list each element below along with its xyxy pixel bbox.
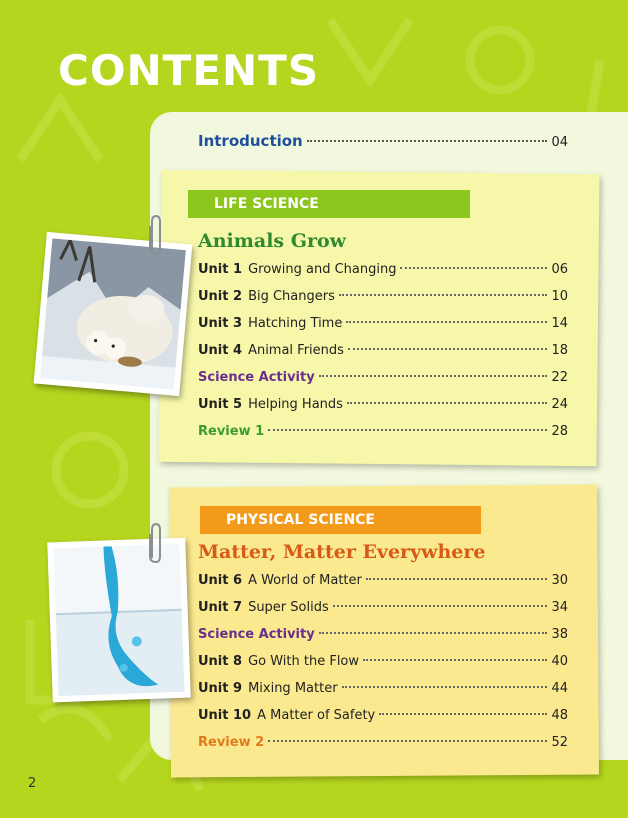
unit-number: Unit 3 — [198, 316, 243, 331]
toc-entry[interactable] — [198, 735, 568, 762]
entry-page: 24 — [551, 397, 568, 412]
toc-entry[interactable] — [198, 370, 568, 397]
entry-page: 06 — [551, 262, 568, 277]
unit-number: Unit 2 — [198, 289, 243, 304]
physical-science-list — [198, 573, 568, 762]
dot-leader — [400, 267, 547, 269]
toc-entry[interactable] — [198, 654, 568, 681]
toc-entry[interactable] — [198, 573, 568, 600]
page-title: CONTENTS — [58, 46, 320, 95]
dot-leader — [363, 659, 547, 661]
entry-page: 30 — [551, 573, 568, 588]
entry-title: Growing and Changing — [248, 262, 397, 277]
toc-entry[interactable] — [198, 262, 568, 289]
unit-number: Unit 8 — [198, 654, 243, 669]
entry-page: 52 — [551, 735, 568, 750]
dot-leader — [346, 321, 547, 323]
toc-entry[interactable] — [198, 681, 568, 708]
entry-title: Animal Friends — [248, 343, 344, 358]
physical-science-bar: PHYSICAL SCIENCE — [200, 506, 481, 534]
entry-title: Go With the Flow — [248, 654, 360, 669]
dot-leader — [366, 578, 548, 580]
toc-entry[interactable] — [198, 316, 568, 343]
dot-leader — [268, 740, 547, 742]
intro-entry[interactable] — [198, 132, 568, 150]
page-number: 2 — [28, 776, 37, 791]
dot-leader — [342, 686, 548, 688]
toc-entry[interactable] — [198, 289, 568, 316]
entry-title: Review 1 — [198, 424, 265, 439]
unit-number: Unit 10 — [198, 708, 252, 723]
toc-entry[interactable] — [198, 343, 568, 370]
entry-title: A World of Matter — [248, 573, 362, 588]
unit-number: Unit 7 — [198, 600, 243, 615]
dot-leader — [319, 375, 548, 377]
physical-science-title: Matter, Matter Everywhere — [198, 541, 486, 563]
dot-leader — [333, 605, 548, 607]
entry-title: Helping Hands — [248, 397, 343, 412]
intro-page: 04 — [551, 135, 568, 150]
entry-title: Science Activity — [198, 627, 315, 642]
unit-number: Unit 5 — [198, 397, 243, 412]
dot-leader — [307, 140, 548, 142]
toc-entry[interactable] — [198, 424, 568, 451]
entry-page: 38 — [551, 627, 568, 642]
dot-leader — [348, 348, 548, 350]
dot-leader — [339, 294, 548, 296]
entry-page: 10 — [551, 289, 568, 304]
dot-leader — [379, 713, 547, 715]
paperclip-icon — [148, 214, 164, 256]
entry-title: Big Changers — [248, 289, 335, 304]
entry-page: 14 — [551, 316, 568, 331]
unit-number: Unit 1 — [198, 262, 243, 277]
dot-leader — [347, 402, 548, 404]
entry-title: Review 2 — [198, 735, 265, 750]
toc-entry[interactable] — [198, 397, 568, 424]
entry-page: 28 — [551, 424, 568, 439]
entry-page: 44 — [551, 681, 568, 696]
entry-page: 22 — [551, 370, 568, 385]
toc-entry[interactable] — [198, 600, 568, 627]
toc-entry[interactable] — [198, 708, 568, 735]
life-science-bar: LIFE SCIENCE — [188, 190, 470, 218]
life-science-list — [198, 262, 568, 451]
entry-page: 18 — [551, 343, 568, 358]
polar-bear-photo — [34, 232, 193, 396]
entry-title: Super Solids — [248, 600, 329, 615]
entry-page: 34 — [551, 600, 568, 615]
entry-page: 48 — [551, 708, 568, 723]
unit-number: Unit 6 — [198, 573, 243, 588]
life-science-title: Animals Grow — [198, 230, 346, 252]
dot-leader — [268, 429, 547, 431]
unit-number: Unit 9 — [198, 681, 243, 696]
entry-title: Mixing Matter — [248, 681, 338, 696]
liquid-pouring-photo — [47, 538, 190, 703]
entry-title: A Matter of Safety — [257, 708, 376, 723]
paperclip-icon — [148, 522, 164, 564]
dot-leader — [319, 632, 548, 634]
entry-title: Hatching Time — [248, 316, 343, 331]
toc-entry[interactable] — [198, 627, 568, 654]
entry-page: 40 — [551, 654, 568, 669]
unit-number: Unit 4 — [198, 343, 243, 358]
intro-label: Introduction — [198, 132, 303, 150]
entry-title: Science Activity — [198, 370, 315, 385]
